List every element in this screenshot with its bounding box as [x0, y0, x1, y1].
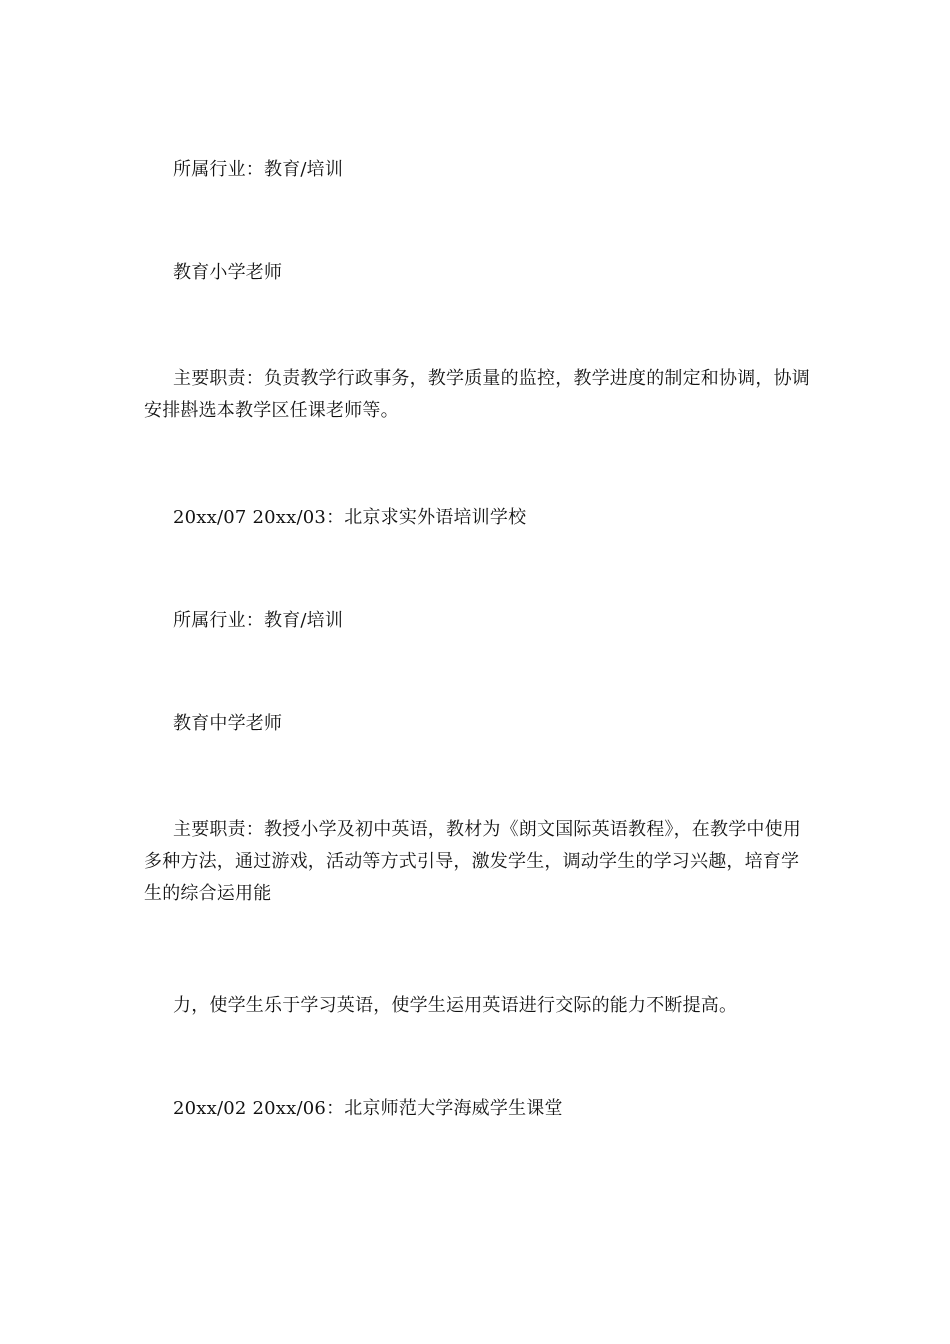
employment-period-line-2: 20xx/02 20xx/06：北京师范大学海威学生课堂	[173, 1098, 563, 1119]
job-title-line-1: 教育小学老师	[173, 262, 283, 283]
industry-line-1: 所属行业：教育/培训	[173, 159, 344, 180]
responsibilities-paragraph-2: 主要职责：教授小学及初中英语，教材为《朗文国际英语教程》，在教学中使用多种方法，通过游戏，活动等方式引导，激发学生，调动学生的学习兴趣，培育学生的综合运用能	[144, 819, 801, 904]
responsibilities-paragraph-1: 主要职责：负责教学行政事务，教学质量的监控，教学进度的制定和协调，协调安排斟选本教学区任课老师等。	[144, 368, 810, 421]
responsibilities-continuation: 力，使学生乐于学习英语，使学生运用英语进行交际的能力不断提高。	[173, 995, 738, 1016]
employment-period-line-1: 20xx/07 20xx/03：北京求实外语培训学校	[173, 507, 527, 528]
job-title-line-2: 教育中学老师	[173, 713, 283, 734]
industry-line-2: 所属行业：教育/培训	[173, 610, 344, 631]
